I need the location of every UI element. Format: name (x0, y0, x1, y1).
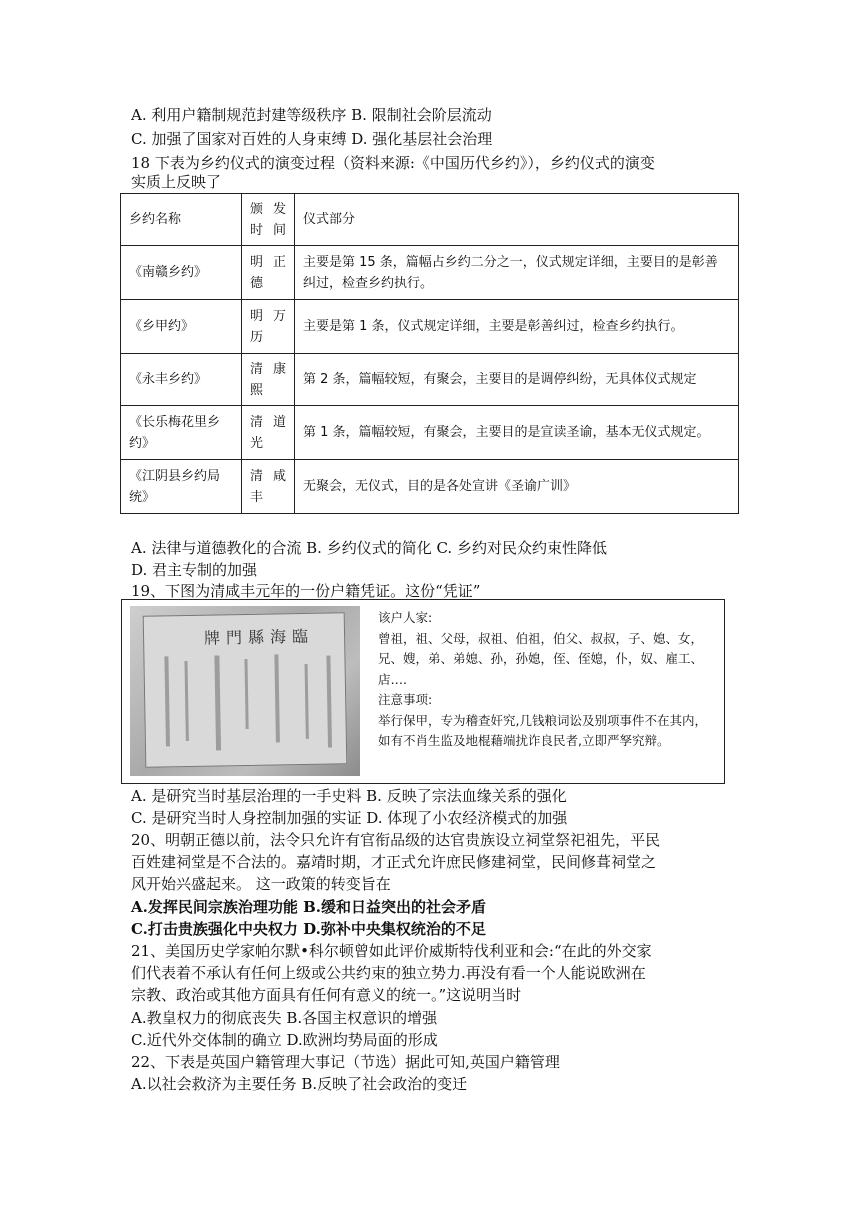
cell-ritual: 主要是第 15 条，篇幅占乡约二分之一，仪式规定详细，主要目的是彰善纠过，检查乡约执行。 (295, 246, 739, 300)
q19-figure (121, 599, 725, 784)
table-row (121, 460, 739, 514)
header-name: 乡约名称 (121, 194, 242, 246)
table-row (121, 354, 739, 406)
q18-options-line1: A. 法律与道德教化的合流 B. 乡约仪式的简化 C. 乡约对民众约束性降低 (131, 539, 607, 557)
q21-line3: 宗教、政治或其他方面具有任何有意义的统一。”这说明当时 (131, 986, 522, 1004)
cell-name: 《永丰乡约》 (121, 354, 242, 406)
cell-name: 《长乐梅花里乡约》 (121, 406, 242, 460)
q19-options-line2: C. 是研究当时人身控制加强的实证 D. 体现了小农经济模式的加强 (131, 809, 568, 827)
header-ritual: 仪式部分 (295, 194, 739, 246)
q21-options-line2: C.近代外交体制的确立 D.欧洲均势局面的形成 (131, 1031, 438, 1049)
note-line: 举行保甲，专为稽查奸究,几钱粮词讼及别项事件不在其内，如有不肖生监及地棍藉端扰诈良民者,立即严孥究辩。 (378, 712, 707, 748)
table-row (121, 406, 739, 460)
cell-time: 清 道光 (242, 406, 295, 460)
q18-table (120, 193, 739, 514)
q22-options-line1: A.以社会救济为主要任务 B.反映了社会政治的变迁 (131, 1075, 468, 1093)
cell-ritual: 第 2 条，篇幅较短，有聚会，主要目的是调停纠纷，无具体仪式规定 (295, 354, 739, 406)
q17-options-line1: A. 利用户籍制规范封建等级秩序 B. 限制社会阶层流动 (131, 106, 492, 124)
cell-name: 《乡甲约》 (121, 300, 242, 354)
cell-time: 明 万历 (242, 300, 295, 354)
table-row (121, 246, 739, 300)
q17-options-line2: C. 加强了国家对百姓的人身束缚 D. 强化基层社会治理 (131, 130, 493, 148)
certificate-note (378, 608, 718, 752)
q21-line1: 21、美国历史学家帕尔默•科尔顿曾如此评价威斯特伐利亚和会:“在此的外交家 (131, 942, 652, 960)
q18-stem-line1: 18 下表为乡约仪式的演变过程（资料来源:《中国历代乡约》），乡约仪式的演变 (131, 154, 655, 172)
q19-stem: 19、下图为清咸丰元年的一份户籍凭证。这份“凭证” (131, 582, 481, 600)
note-line: 注意事项: (378, 692, 433, 707)
cell-ritual: 无聚会，无仪式，目的是各处宣讲《圣谕广训》 (295, 460, 739, 514)
certificate-paper (143, 612, 348, 768)
table-row (121, 300, 739, 354)
cell-time: 清 康熙 (242, 354, 295, 406)
q18-options-line2: D. 君主专制的加强 (131, 561, 258, 579)
q21-options-line1: A.教皇权力的彻底丧失 B.各国主权意识的增强 (131, 1009, 438, 1027)
cell-ritual: 第 1 条，篇幅较短，有聚会，主要目的是宣读圣谕，基本无仪式规定。 (295, 406, 739, 460)
q20-line1: 20、明朝正德以前，法令只允许有官衔品级的达官贵族设立祠堂祭祀祖先，平民 (131, 831, 661, 849)
q21-line2: 们代表着不承认有任何上级或公共约束的独立势力.再没有看一个人能说欧洲在 (131, 964, 646, 982)
header-time: 颁 发时间 (242, 194, 295, 246)
certificate-title: 牌門縣海臨 (203, 626, 315, 648)
note-line: 曾祖，祖、父母，叔祖、伯祖，伯父、叔叔，子、媳、女，兄、嫂，弟、弟媳、孙，孙媳，侄、侄媳，仆，奴、雇工、店…. (378, 630, 704, 687)
cell-time: 明 正德 (242, 246, 295, 300)
q22-stem: 22、下表是英国户籍管理大事记（节选）据此可知,英国户籍管理 (131, 1053, 560, 1071)
q20-options-line1: A.发挥民间宗族治理功能 B.缓和日益突出的社会矛盾 (131, 898, 486, 916)
cell-time: 清 咸丰 (242, 460, 295, 514)
q18-stem-line2: 实质上反映了 (131, 173, 222, 191)
cell-name: 《南赣乡约》 (121, 246, 242, 300)
q19-options-line1: A. 是研究当时基层治理的一手史料 B. 反映了宗法血缘关系的强化 (131, 787, 567, 805)
table-header-row (121, 194, 739, 246)
q20-line3: 风开始兴盛起来。 这一政策的转变旨在 (131, 875, 391, 893)
cell-ritual: 主要是第 1 条，仪式规定详细，主要是彰善纠过，检查乡约执行。 (295, 300, 739, 354)
cell-name: 《江阴县乡约局统》 (121, 460, 242, 514)
q20-line2: 百姓建祠堂是不合法的。嘉靖时期，才正式允许庶民修建祠堂，民间修葺祠堂之 (131, 853, 657, 871)
note-line: 该户人家: (378, 610, 433, 625)
q20-options-line2: C.打击贵族强化中央权力 D.弥补中央集权统治的不足 (131, 920, 486, 938)
household-certificate-photo (130, 606, 360, 776)
